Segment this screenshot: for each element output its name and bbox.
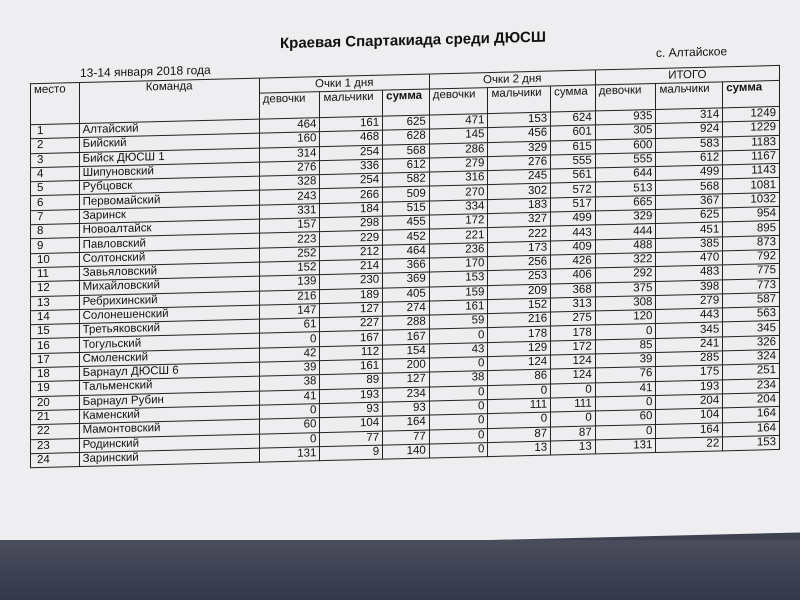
total-boys-cell: 470	[656, 251, 723, 267]
day1-boys-cell: 93	[320, 402, 383, 418]
day2-sum-cell: 572	[551, 182, 596, 197]
total-girls-cell: 76	[595, 367, 656, 383]
team-cell: Тальменский	[79, 377, 259, 396]
day1-girls-cell: 147	[259, 304, 320, 320]
day1-sum-cell: 455	[383, 215, 430, 230]
place-cell: 12	[31, 281, 80, 296]
day2-sum-cell: 87	[551, 425, 596, 440]
place-cell: 9	[31, 238, 80, 253]
team-cell: Алтайский	[79, 119, 259, 138]
day2-sum-cell: 13	[551, 440, 596, 455]
place-cell: 22	[31, 424, 80, 439]
day1-girls-cell: 61	[259, 318, 320, 334]
day1-sum-cell: 509	[383, 186, 430, 201]
header-team: Команда	[79, 78, 259, 123]
total-sum-cell: 1143	[723, 164, 780, 180]
day1-sum-cell: 452	[383, 229, 430, 244]
day2-boys-cell: 327	[488, 212, 551, 228]
day1-sum-cell: 140	[383, 444, 430, 459]
total-boys-cell: 345	[656, 322, 723, 338]
header-day1-girls: девочки	[259, 92, 320, 119]
day2-sum-cell: 443	[551, 225, 596, 240]
day2-sum-cell: 124	[551, 368, 596, 383]
total-girls-cell: 292	[595, 267, 656, 283]
total-girls-cell: 600	[595, 138, 656, 154]
day1-boys-cell: 9	[320, 445, 383, 461]
day2-girls-cell: 170	[429, 257, 488, 273]
place-cell: 21	[31, 410, 80, 425]
day1-sum-cell: 625	[383, 115, 430, 130]
day1-boys-cell: 161	[320, 359, 383, 375]
day2-sum-cell: 275	[551, 311, 596, 326]
total-sum-cell: 954	[723, 207, 780, 223]
day2-boys-cell: 209	[488, 284, 551, 300]
total-girls-cell: 644	[595, 167, 656, 183]
day2-girls-cell: 59	[429, 314, 488, 330]
team-cell: Тогульский	[79, 334, 259, 353]
background-surface	[0, 540, 800, 600]
total-sum-cell: 204	[723, 392, 780, 408]
day2-girls-cell: 279	[429, 156, 488, 172]
team-cell: Третьяковский	[79, 319, 259, 338]
day1-boys-cell: 193	[320, 388, 383, 404]
team-cell: Заринский	[79, 448, 259, 467]
document-title: Краевая Спартакиада среди ДЮСШ	[280, 28, 546, 53]
day1-sum-cell: 464	[383, 244, 430, 259]
team-cell: Михайловский	[79, 276, 259, 295]
day1-girls-cell: 0	[259, 432, 320, 448]
day2-girls-cell: 145	[429, 128, 488, 144]
day2-sum-cell: 124	[551, 354, 596, 369]
day2-boys-cell: 183	[488, 198, 551, 214]
day1-boys-cell: 112	[320, 345, 383, 361]
team-cell: Бийск ДЮСШ 1	[79, 148, 259, 167]
day1-boys-cell: 189	[320, 288, 383, 304]
place-cell: 20	[31, 395, 80, 410]
total-girls-cell: 85	[595, 338, 656, 354]
day1-girls-cell: 152	[259, 261, 320, 277]
team-cell: Родинский	[79, 434, 259, 453]
day1-girls-cell: 243	[259, 189, 320, 205]
day2-boys-cell: 253	[488, 269, 551, 285]
day2-boys-cell: 87	[488, 427, 551, 443]
team-cell: Мамонтовский	[79, 419, 259, 438]
place-cell: 18	[31, 367, 80, 382]
total-girls-cell: 60	[595, 410, 656, 426]
day1-girls-cell: 464	[259, 118, 320, 134]
place-cell: 24	[31, 452, 80, 467]
place-cell: 13	[31, 295, 80, 310]
header-day1-sum: сумма	[383, 89, 430, 116]
day2-boys-cell: 329	[488, 141, 551, 157]
day1-boys-cell: 230	[320, 273, 383, 289]
total-sum-cell: 1249	[723, 106, 780, 122]
day2-girls-cell: 172	[429, 214, 488, 230]
day2-girls-cell: 471	[429, 114, 488, 130]
event-date: 13-14 января 2018 года	[80, 62, 211, 81]
total-boys-cell: 451	[656, 222, 723, 238]
place-cell: 17	[31, 352, 80, 367]
day2-boys-cell: 0	[488, 412, 551, 428]
total-boys-cell: 625	[656, 208, 723, 224]
total-sum-cell: 324	[723, 349, 780, 365]
day2-girls-cell: 0	[429, 357, 488, 373]
place-cell: 16	[31, 338, 80, 353]
total-sum-cell: 1032	[723, 192, 780, 208]
day1-girls-cell: 0	[259, 332, 320, 348]
day1-girls-cell: 216	[259, 289, 320, 305]
total-girls-cell: 308	[595, 295, 656, 311]
day2-girls-cell: 153	[429, 271, 488, 287]
total-sum-cell: 345	[723, 321, 780, 337]
place-cell: 11	[31, 267, 80, 282]
day2-sum-cell: 555	[551, 154, 596, 169]
day2-sum-cell: 0	[551, 383, 596, 398]
total-girls-cell: 665	[595, 195, 656, 211]
day1-boys-cell: 254	[320, 145, 383, 161]
day1-girls-cell: 42	[259, 346, 320, 362]
day2-sum-cell: 406	[551, 268, 596, 283]
day2-boys-cell: 302	[488, 184, 551, 200]
place-cell: 1	[31, 124, 80, 139]
total-girls-cell: 0	[595, 424, 656, 440]
header-total-sum: сумма	[723, 80, 780, 107]
day2-girls-cell: 0	[429, 385, 488, 401]
day2-boys-cell: 456	[488, 126, 551, 142]
total-girls-cell: 39	[595, 353, 656, 369]
day1-boys-cell: 229	[320, 231, 383, 247]
place-cell: 3	[31, 152, 80, 167]
day2-boys-cell: 129	[488, 341, 551, 357]
total-boys-cell: 612	[656, 151, 723, 167]
day2-sum-cell: 517	[551, 197, 596, 212]
team-cell: Солтонский	[79, 248, 259, 267]
total-boys-cell: 483	[656, 265, 723, 281]
total-boys-cell: 164	[656, 422, 723, 438]
day1-sum-cell: 288	[383, 315, 430, 330]
day2-sum-cell: 409	[551, 240, 596, 255]
team-cell: Заринск	[79, 205, 259, 224]
total-girls-cell: 513	[595, 181, 656, 197]
day2-girls-cell: 0	[429, 414, 488, 430]
day1-sum-cell: 369	[383, 272, 430, 287]
total-boys-cell: 204	[656, 394, 723, 410]
day2-sum-cell: 615	[551, 140, 596, 155]
day1-sum-cell: 93	[383, 401, 430, 416]
total-boys-cell: 499	[656, 165, 723, 181]
day1-girls-cell: 223	[259, 232, 320, 248]
day1-boys-cell: 468	[320, 130, 383, 146]
day1-girls-cell: 0	[259, 404, 320, 420]
day2-boys-cell: 124	[488, 355, 551, 371]
total-sum-cell: 587	[723, 292, 780, 308]
total-girls-cell: 935	[595, 109, 656, 125]
day2-boys-cell: 13	[488, 441, 551, 457]
total-sum-cell: 251	[723, 364, 780, 380]
day1-girls-cell: 41	[259, 389, 320, 405]
day1-boys-cell: 214	[320, 259, 383, 275]
total-girls-cell: 329	[595, 210, 656, 226]
day1-sum-cell: 612	[383, 158, 430, 173]
total-sum-cell: 326	[723, 335, 780, 351]
header-day2-boys: мальчики	[488, 86, 551, 114]
day1-sum-cell: 154	[383, 344, 430, 359]
header-total-girls: девочки	[595, 83, 656, 110]
total-sum-cell: 164	[723, 421, 780, 437]
total-boys-cell: 367	[656, 194, 723, 210]
total-sum-cell: 1229	[723, 121, 780, 137]
day2-girls-cell: 0	[429, 328, 488, 344]
day1-sum-cell: 127	[383, 372, 430, 387]
place-cell: 19	[31, 381, 80, 396]
day1-boys-cell: 266	[320, 188, 383, 204]
total-boys-cell: 279	[656, 294, 723, 310]
header-day1-boys: мальчики	[320, 90, 383, 118]
day1-girls-cell: 328	[259, 175, 320, 191]
day2-sum-cell: 0	[551, 411, 596, 426]
total-boys-cell: 924	[656, 122, 723, 138]
total-boys-cell: 241	[656, 337, 723, 353]
day2-girls-cell: 270	[429, 185, 488, 201]
day2-boys-cell: 178	[488, 326, 551, 342]
day1-sum-cell: 274	[383, 301, 430, 316]
day2-boys-cell: 245	[488, 169, 551, 185]
header-day2: Очки 2 дня	[429, 70, 595, 89]
total-girls-cell: 488	[595, 238, 656, 254]
day1-sum-cell: 77	[383, 430, 430, 445]
day1-girls-cell: 160	[259, 132, 320, 148]
day2-sum-cell: 111	[551, 397, 596, 412]
day2-girls-cell: 236	[429, 242, 488, 258]
total-boys-cell: 104	[656, 408, 723, 424]
total-girls-cell: 131	[595, 438, 656, 454]
total-sum-cell: 792	[723, 249, 780, 265]
day1-girls-cell: 139	[259, 275, 320, 291]
day2-boys-cell: 276	[488, 155, 551, 171]
results-table	[30, 62, 780, 468]
place-cell: 23	[31, 438, 80, 453]
day1-girls-cell: 38	[259, 375, 320, 391]
team-cell: Бийский	[79, 133, 259, 152]
day2-girls-cell: 38	[429, 371, 488, 387]
day2-boys-cell: 173	[488, 241, 551, 257]
day2-girls-cell: 221	[429, 228, 488, 244]
place-cell: 6	[31, 195, 80, 210]
team-cell: Ребрихинский	[79, 291, 259, 310]
day1-sum-cell: 200	[383, 358, 430, 373]
day2-sum-cell: 313	[551, 297, 596, 312]
total-sum-cell: 1167	[723, 149, 780, 165]
day2-boys-cell: 0	[488, 384, 551, 400]
day1-boys-cell: 227	[320, 316, 383, 332]
day2-sum-cell: 368	[551, 283, 596, 298]
place-cell: 4	[31, 166, 80, 181]
total-sum-cell: 773	[723, 278, 780, 294]
day1-sum-cell: 366	[383, 258, 430, 273]
team-cell: Новоалтайск	[79, 219, 259, 238]
day1-sum-cell: 582	[383, 172, 430, 187]
day2-sum-cell: 172	[551, 340, 596, 355]
team-cell: Смоленский	[79, 348, 259, 367]
results-body	[31, 106, 780, 467]
total-sum-cell: 775	[723, 264, 780, 280]
team-cell: Павловский	[79, 234, 259, 253]
total-sum-cell: 153	[723, 435, 780, 451]
day2-sum-cell: 499	[551, 211, 596, 226]
total-girls-cell: 305	[595, 124, 656, 140]
day1-boys-cell: 161	[320, 116, 383, 132]
header-day2-sum: сумма	[551, 85, 596, 112]
place-cell: 2	[31, 138, 80, 153]
day2-girls-cell: 286	[429, 142, 488, 158]
total-boys-cell: 175	[656, 365, 723, 381]
day2-boys-cell: 153	[488, 112, 551, 128]
header-place: место	[31, 83, 80, 125]
total-sum-cell: 873	[723, 235, 780, 251]
total-boys-cell: 22	[656, 437, 723, 453]
day2-sum-cell: 561	[551, 168, 596, 183]
day2-boys-cell: 256	[488, 255, 551, 271]
place-cell: 8	[31, 224, 80, 239]
day1-sum-cell: 167	[383, 329, 430, 344]
team-cell: Шипуновский	[79, 162, 259, 181]
header-total: ИТОГО	[595, 65, 779, 85]
day1-girls-cell: 314	[259, 146, 320, 162]
total-girls-cell: 555	[595, 152, 656, 168]
day2-sum-cell: 624	[551, 111, 596, 126]
total-boys-cell: 568	[656, 179, 723, 195]
total-boys-cell: 443	[656, 308, 723, 324]
team-cell: Каменский	[79, 405, 259, 424]
day1-girls-cell: 131	[259, 447, 320, 463]
place-cell: 10	[31, 252, 80, 267]
day2-girls-cell: 0	[429, 428, 488, 444]
day1-girls-cell: 331	[259, 203, 320, 219]
total-sum-cell: 1081	[723, 178, 780, 194]
day1-sum-cell: 164	[383, 415, 430, 430]
place-cell: 14	[31, 309, 80, 324]
day2-boys-cell: 216	[488, 312, 551, 328]
place-cell: 7	[31, 209, 80, 224]
day2-boys-cell: 222	[488, 226, 551, 242]
day2-girls-cell: 0	[429, 400, 488, 416]
total-boys-cell: 193	[656, 379, 723, 395]
team-cell: Рубцовск	[79, 176, 259, 195]
total-sum-cell: 164	[723, 407, 780, 423]
day1-sum-cell: 405	[383, 287, 430, 302]
header-total-boys: мальчики	[656, 82, 723, 110]
day1-boys-cell: 254	[320, 173, 383, 189]
total-boys-cell: 314	[656, 108, 723, 124]
total-boys-cell: 385	[656, 237, 723, 253]
total-girls-cell: 41	[595, 381, 656, 397]
total-boys-cell: 285	[656, 351, 723, 367]
total-girls-cell: 322	[595, 252, 656, 268]
day1-boys-cell: 212	[320, 245, 383, 261]
team-cell: Барнаул ДЮСШ 6	[79, 362, 259, 381]
event-location: с. Алтайское	[656, 44, 728, 60]
day1-sum-cell: 515	[383, 201, 430, 216]
total-boys-cell: 583	[656, 136, 723, 152]
day2-boys-cell: 86	[488, 369, 551, 385]
day2-girls-cell: 334	[429, 199, 488, 215]
total-sum-cell: 234	[723, 378, 780, 394]
team-cell: Барнаул Рубин	[79, 391, 259, 410]
day1-sum-cell: 234	[383, 387, 430, 402]
day1-boys-cell: 184	[320, 202, 383, 218]
total-girls-cell: 0	[595, 324, 656, 340]
total-sum-cell: 1183	[723, 135, 780, 151]
day2-girls-cell: 159	[429, 285, 488, 301]
day1-girls-cell: 252	[259, 246, 320, 262]
day2-girls-cell: 161	[429, 299, 488, 315]
total-sum-cell: 895	[723, 221, 780, 237]
day2-girls-cell: 43	[429, 342, 488, 358]
day2-boys-cell: 152	[488, 298, 551, 314]
day1-boys-cell: 89	[320, 373, 383, 389]
day1-boys-cell: 336	[320, 159, 383, 175]
total-girls-cell: 0	[595, 395, 656, 411]
total-sum-cell: 563	[723, 307, 780, 323]
team-cell: Солонешенский	[79, 305, 259, 324]
day1-girls-cell: 276	[259, 161, 320, 177]
header-day2-girls: девочки	[429, 88, 488, 115]
day1-boys-cell: 298	[320, 216, 383, 232]
day1-sum-cell: 628	[383, 129, 430, 144]
total-boys-cell: 398	[656, 279, 723, 295]
day1-boys-cell: 77	[320, 431, 383, 447]
total-girls-cell: 375	[595, 281, 656, 297]
team-cell: Первомайский	[79, 191, 259, 210]
total-girls-cell: 120	[595, 310, 656, 326]
day1-girls-cell: 60	[259, 418, 320, 434]
day1-girls-cell: 39	[259, 361, 320, 377]
place-cell: 15	[31, 324, 80, 339]
day2-boys-cell: 111	[488, 398, 551, 414]
day1-boys-cell: 167	[320, 331, 383, 347]
total-girls-cell: 444	[595, 224, 656, 240]
day1-girls-cell: 157	[259, 218, 320, 234]
day1-sum-cell: 568	[383, 144, 430, 159]
day2-sum-cell: 426	[551, 254, 596, 269]
day1-boys-cell: 127	[320, 302, 383, 318]
place-cell: 5	[31, 181, 80, 196]
day2-girls-cell: 316	[429, 171, 488, 187]
day1-boys-cell: 104	[320, 416, 383, 432]
team-cell: Завьяловский	[79, 262, 259, 281]
day2-sum-cell: 178	[551, 325, 596, 340]
day2-sum-cell: 601	[551, 125, 596, 140]
header-day1: Очки 1 дня	[259, 74, 429, 93]
day2-girls-cell: 0	[429, 442, 488, 458]
